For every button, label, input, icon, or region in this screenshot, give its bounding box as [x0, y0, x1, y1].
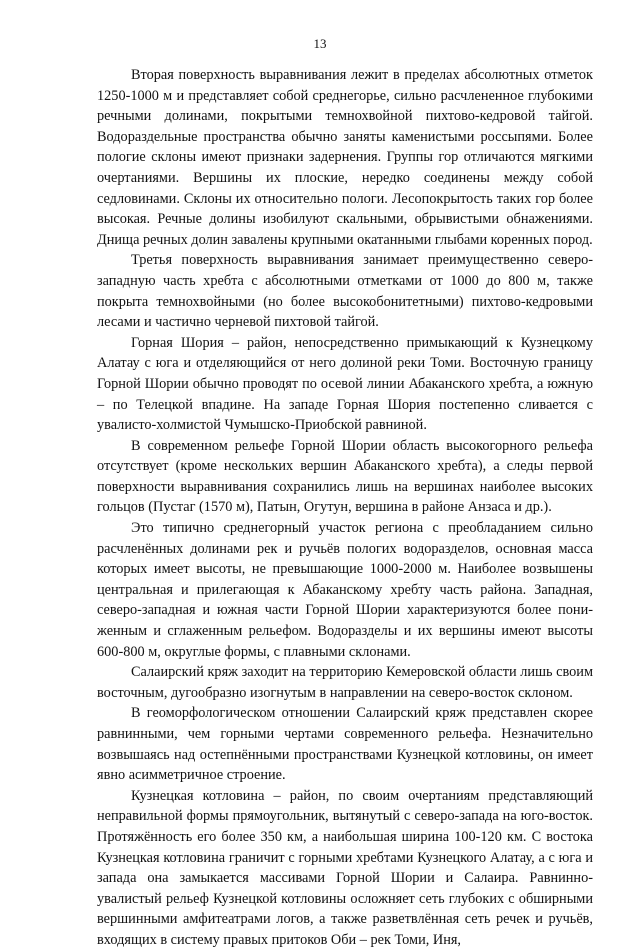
paragraph: В геоморфологическом отношении Салаирский кряж представлен скорее равнинными, чем горными чертами современного рельефа. Незначительно возвышаясь над остепнёнными пространствами Кузнецкой котловины, он имеет явно асимметричное строение. [97, 705, 593, 784]
paragraph: Третья поверхность выравнивания занимает преимущественно северо-западную часть хребта с абсолютными отметками от 1000 до 800 м, также покрыта темнохвойными (но более высокобонитетными) пихтово-кедровыми лесами и частично черневой пихтовой тайгой. [97, 252, 593, 331]
paragraph: Это типично среднегорный участок региона с преобладанием сильно расчленённых долинами рек и ручьёв пологих водоразделов, основная масса которых имеет высоты, не превышающие 1000-2000 м. Наиболее возвышены центральная и прилегающая к Абаканскому хребту часть района. Западная, северо-западная и южная части Горной Шории характеризуются более пониженным и сглаженным рельефом. Водоразделы и их вершины имеют высоты 600-800 м, округлые формы, с плавными склонами. [97, 520, 593, 660]
paragraph: Горная Шория – район, непосредственно примыкающий к Кузнецкому Алатау с юга и отделяющийся от него долиной реки Томи. Восточную границу Горной Шории обычно проводят по осевой линии Абаканского хребта, а южную – по Телецкой впадине. На западе Горная Шория постепенно сливается с увалисто-холмистой Чумышско-Приобской равниной. [97, 334, 593, 434]
body-text [97, 65, 593, 951]
paragraph: В современном рельефе Горной Шории область высокогорного рельефа отсутствует (кроме нескольких вершин Абаканского хребта), а следы первой поверхности выравнивания сохранились лишь на вершинах наиболее высоких гольцов (Пустаг (1570 м), Патын, Огутун, вершина в районе Анзаса и др.). [97, 437, 593, 516]
page-number: 13 [313, 36, 327, 51]
paragraph: Салаирский кряж заходит на территорию Кемеровской области лишь своим восточным, дугообразно изогнутым в направлении на северо-восток склоном. [97, 664, 593, 701]
paragraph: Вторая поверхность выравнивания лежит в пределах абсолютных отметок 1250-1000 м и представляет собой среднегорье, сильно расчлененное глубокими речными долинами, покрытыми темнохвойной пихтово-кедровой тайгой. Водораздельные пространства обычно заняты каменистыми россыпями. Более пологие склоны имеют признаки задернения. Группы гор отличаются мягкими очертаниями. Вершины их плоские, нередко соединены между собой седловинами. Склоны их относительно пологи. Лесопокрытость таких гор более высокая. Речные долины изобилуют скальными, обрывистыми обнажениями. Днища речных долин завалены крупными окатанными глыбами коренных пород. [97, 67, 593, 248]
paragraph: Кузнецкая котловина – район, по своим очертаниям представляющий неправильной формы прямоугольник, вытянутый с северо-запада на юго-восток. Протяжённость его более 350 км, а наибольшая ширина 100-120 км. С востока Кузнецкая котловина граничит с горными хребтами Кузнецкого Алатау, а с юга и запада она замыкается массивами Горной Шории и Салаира. Равнинно-увалистый рельеф Кузнецкой котловины осложняет сеть глубоких с обширными вершинными амфитеатрами логов, а также разветвлённая сеть речек и ручьёв, входящих в систему правых притоков Оби – рек Томи, Иня, [97, 787, 593, 948]
